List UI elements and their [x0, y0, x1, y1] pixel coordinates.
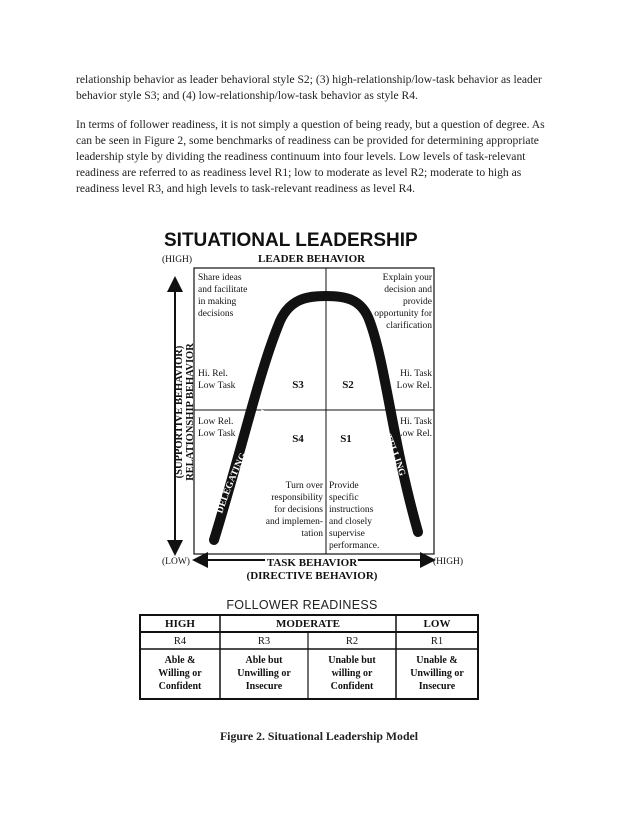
- svg-text:Low Rel.: Low Rel.: [396, 381, 432, 391]
- follower-readiness-title: FOLLOWER READINESS: [226, 598, 378, 612]
- bottom-right-text: [329, 481, 379, 551]
- svg-text:clarification: clarification: [386, 321, 432, 331]
- top-left-text: [198, 273, 247, 319]
- table-description-r4: [158, 655, 202, 692]
- svg-text:tation: tation: [301, 529, 323, 539]
- svg-text:Low Rel.: Low Rel.: [396, 429, 432, 439]
- top-right-text: [374, 273, 433, 331]
- s3-label: S3: [292, 379, 304, 391]
- task-behavior-label: TASK BEHAVIOR: [266, 557, 358, 569]
- svg-text:Share ideas: Share ideas: [198, 273, 242, 283]
- s2-label: S2: [342, 379, 354, 391]
- y-axis-label-2: RELATIONSHIP BEHAVIOR: [185, 343, 196, 481]
- svg-text:provide: provide: [402, 297, 432, 307]
- svg-text:Low Rel.: Low Rel.: [198, 417, 234, 427]
- svg-text:Unwilling or: Unwilling or: [410, 668, 464, 679]
- body-paragraph-2: In terms of follower readiness, it is not simply a question of being ready, but a question of degree. As can be seen in Figure 2, some benchmarks of readiness can be provided for determining appropriate leadership style by dividing the readiness continuum into four levels. Low levels of task-relevant readiness are referred to as readiness level R1; low to moderate as level R2; moderate to high as readiness level R3, and high levels to task-relevant readiness as level R4.: [76, 118, 545, 195]
- svg-text:specific: specific: [329, 493, 359, 503]
- table-level-r3: R3: [257, 636, 271, 647]
- figure-caption: Figure 2. Situational Leadership Model: [219, 729, 419, 743]
- svg-text:instructions: instructions: [329, 505, 374, 515]
- table-description-r1: [410, 655, 464, 692]
- curve-label-selling: SELLING: [349, 325, 374, 369]
- svg-text:Able &: Able &: [164, 655, 196, 666]
- curve-label-delegating: DELEGATING: [215, 451, 249, 515]
- table-header-low: LOW: [423, 618, 451, 630]
- situational-leadership-figure: [130, 226, 480, 704]
- body-paragraph-1: relationship behavior as leader behavioral style S2; (3) high-relationship/low-task behavior as leader behavior style S3; and (4) low-relationship/low-task behavior as style R4.: [76, 73, 542, 102]
- svg-text:Explain your: Explain your: [382, 273, 432, 283]
- directive-behavior-label: (DIRECTIVE BEHAVIOR): [246, 570, 378, 582]
- table-level-r4: R4: [173, 636, 187, 647]
- svg-text:decision and: decision and: [384, 285, 432, 295]
- high-top-label: (HIGH): [162, 255, 193, 265]
- leadership-curve: [214, 296, 418, 540]
- svg-text:for decisions: for decisions: [274, 505, 323, 515]
- svg-text:Able but: Able but: [245, 655, 283, 666]
- low-left-label: (LOW): [162, 557, 190, 567]
- svg-text:Hi. Task: Hi. Task: [400, 417, 432, 427]
- bottom-left-text: [266, 481, 324, 539]
- low-rel-low-task-label: [198, 417, 236, 439]
- hi-task-low-rel-upper-label: [397, 369, 433, 391]
- hi-rel-low-task-label: [198, 369, 236, 391]
- svg-text:and implemen-: and implemen-: [265, 517, 323, 527]
- svg-text:in making: in making: [198, 297, 237, 307]
- svg-text:Confident: Confident: [158, 681, 202, 692]
- svg-text:Low Task: Low Task: [198, 381, 236, 391]
- svg-text:Hi. Rel.: Hi. Rel.: [198, 369, 228, 379]
- table-level-r1: R1: [430, 636, 444, 647]
- svg-text:opportunity for: opportunity for: [374, 309, 432, 319]
- svg-text:performance.: performance.: [329, 541, 380, 551]
- svg-text:Willing or: Willing or: [158, 668, 202, 679]
- svg-text:Unwilling or: Unwilling or: [237, 668, 291, 679]
- table-level-r2: R2: [345, 636, 359, 647]
- figure-title: SITUATIONAL LEADERSHIP: [164, 230, 418, 251]
- leader-behavior-label: LEADER BEHAVIOR: [258, 253, 366, 265]
- y-axis-label-1: (SUPPORTIVE BEHAVIOR): [174, 345, 185, 479]
- table-header-high: HIGH: [165, 618, 195, 630]
- svg-text:responsibility: responsibility: [271, 493, 323, 503]
- table-description-r3: [237, 655, 291, 692]
- svg-text:Unable &: Unable &: [416, 655, 458, 666]
- svg-text:Provide: Provide: [329, 481, 359, 491]
- svg-text:supervise: supervise: [329, 529, 365, 539]
- table-description-r2: [328, 655, 376, 692]
- svg-text:and closely: and closely: [329, 517, 373, 527]
- svg-text:Hi. Task: Hi. Task: [400, 369, 432, 379]
- svg-text:Low Task: Low Task: [198, 429, 236, 439]
- high-right-label: (HIGH): [433, 557, 464, 567]
- svg-text:Insecure: Insecure: [418, 681, 456, 692]
- svg-text:willing or: willing or: [331, 668, 373, 679]
- svg-text:and facilitate: and facilitate: [198, 285, 248, 295]
- s1-label: S1: [340, 433, 352, 445]
- curve-label-participating: PARTICIPATING: [253, 364, 284, 439]
- table-header-moderate: MODERATE: [276, 618, 340, 630]
- hi-task-low-rel-lower-label: [397, 417, 433, 439]
- s4-label: S4: [292, 433, 304, 445]
- svg-text:Unable but: Unable but: [328, 655, 376, 666]
- svg-text:Turn over: Turn over: [285, 481, 323, 491]
- curve-label-telling: TELLING: [382, 433, 407, 478]
- svg-text:Insecure: Insecure: [245, 681, 283, 692]
- svg-text:decisions: decisions: [198, 309, 234, 319]
- svg-text:Confident: Confident: [330, 681, 374, 692]
